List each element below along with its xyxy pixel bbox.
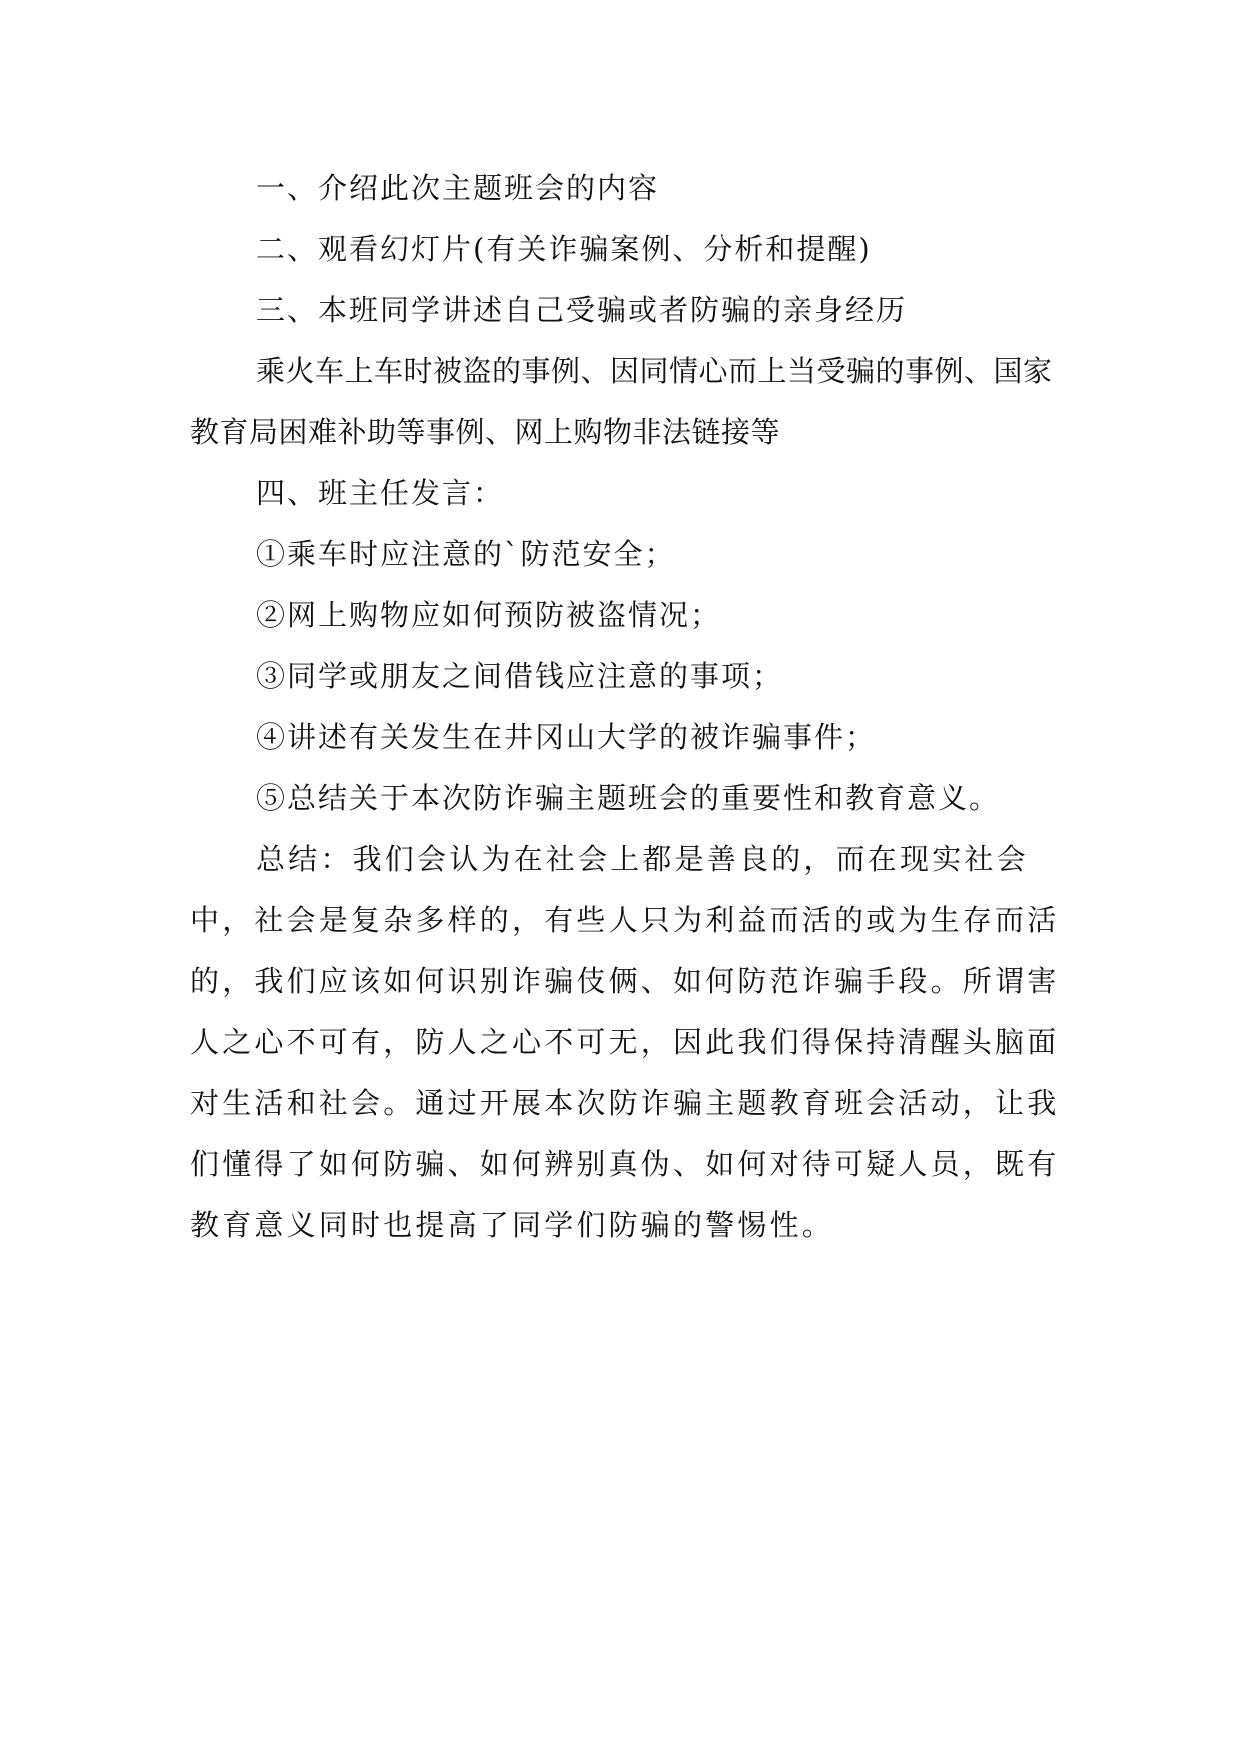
speech-point-2: ②网上购物应如何预防被盗情况； — [256, 598, 722, 632]
speech-point-4: ④讲述有关发生在井冈山大学的被诈骗事件； — [256, 720, 877, 754]
speech-point-1: ①乘车时应注意的`防范安全； — [256, 537, 676, 571]
section-teacher-speech: 四、班主任发言： — [256, 476, 505, 510]
speech-point-5: ⑤总结关于本次防诈骗主题班会的重要性和教育意义。 — [256, 781, 1001, 815]
section-slides: 二、观看幻灯片(有关诈骗案例、分析和提醒) — [256, 232, 872, 266]
story-examples: 乘火车上车时被盗的事例、因同情心而上当受骗的事例、国家教育局困难补助等事例、网上购物非法链接等 — [190, 354, 1053, 449]
section-intro: 一、介绍此次主题班会的内容 — [256, 171, 660, 205]
speech-point-3: ③同学或朋友之间借钱应注意的事项； — [256, 659, 784, 693]
document-body — [190, 158, 1060, 1256]
summary-paragraph: 总结：我们会认为在社会上都是善良的，而在现实社会中，社会是复杂多样的，有些人只为利益而活的或为生存而活的，我们应该如何识别诈骗伎俩、如何防范诈骗手段。所谓害人之心不可有，防人之心不可无，因此我们得保持清醒头脑面对生活和社会。通过开展本次防诈骗主题教育班会活动，让我们懂得了如何防骗、如何辨别真伪、如何对待可疑人员，既有教育意义同时也提高了同学们防骗的警惕性。 — [190, 842, 1060, 1242]
section-student-stories: 三、本班同学讲述自己受骗或者防骗的亲身经历 — [256, 293, 908, 327]
